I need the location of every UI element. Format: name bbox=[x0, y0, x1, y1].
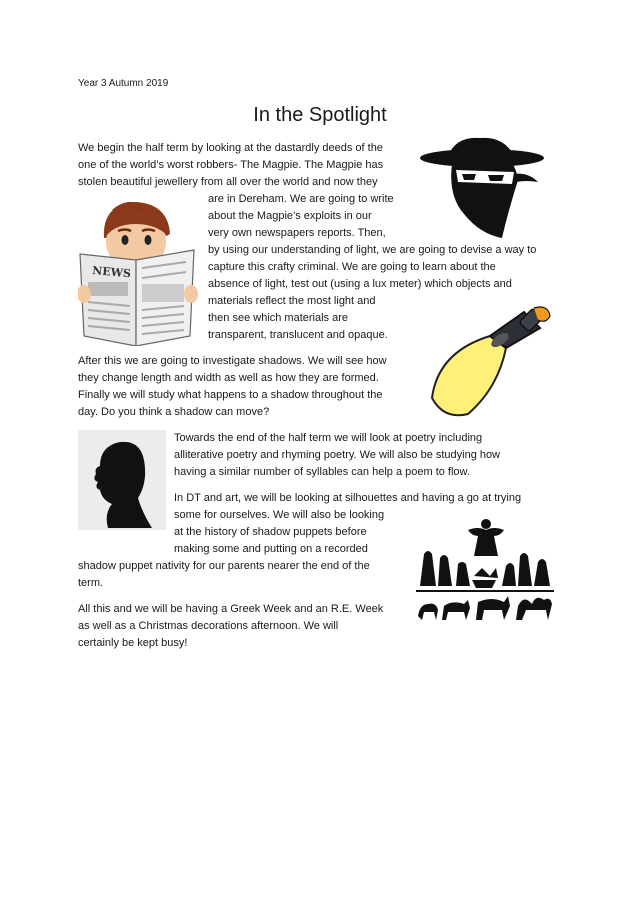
paragraph-4-line: making some and putting on a recorded bbox=[174, 543, 368, 555]
paragraph-2-line: they change length and width as well as how they are formed. bbox=[78, 372, 379, 384]
masked-robber-icon bbox=[418, 134, 550, 242]
paragraph-3-line: having a similar number of syllables can help a poem to flow. bbox=[174, 466, 470, 478]
paragraph-1-line: one of the world’s worst robbers- The Magpie. The Magpie has bbox=[78, 159, 384, 171]
paragraph-1-line: stolen beautiful jewellery from all over the world and now they bbox=[78, 176, 378, 188]
paragraph-1-line: about the Magpie’s exploits in our bbox=[208, 210, 372, 222]
page-title: In the Spotlight bbox=[253, 104, 387, 126]
paragraph-1-line: are in Dereham. We are going to write bbox=[208, 193, 394, 205]
flashlight-icon bbox=[428, 306, 554, 420]
paragraph-3-line: Towards the end of the half term we will look at poetry including bbox=[174, 432, 483, 444]
paragraph-1-line: very own newspapers reports. Then, bbox=[208, 227, 386, 239]
paragraph-4-line: shadow puppet nativity for our parents nearer the end of the bbox=[78, 560, 370, 572]
paragraph-2-line: After this we are going to investigate shadows. We will see how bbox=[78, 355, 387, 367]
paragraph-1-line: capture this crafty criminal. We are going to learn about the bbox=[208, 261, 496, 273]
paragraph-5-line: All this and we will be having a Greek Week and an R.E. Week bbox=[78, 603, 384, 615]
newspaper-masthead: NEWS bbox=[91, 264, 132, 281]
paragraph-3-line: alliterative poetry and rhyming poetry. We will also be studying how bbox=[174, 449, 501, 461]
paragraph-2-line: Finally we will study what happens to a shadow throughout the bbox=[78, 389, 383, 401]
paragraph-4-line: In DT and art, we will be looking at silhouettes and having a go at trying bbox=[174, 492, 522, 504]
paragraph-1-line: absence of light, test out (using a lux meter) which objects and bbox=[208, 278, 512, 290]
paragraph-1-line: transparent, translucent and opaque. bbox=[208, 329, 388, 341]
paragraph-4-line: at the history of shadow puppets before bbox=[174, 526, 367, 538]
paragraph-4-line: some for ourselves. We will also be looking bbox=[174, 509, 385, 521]
paragraph-2-line: day. Do you think a shadow can move? bbox=[78, 406, 270, 418]
paragraph-4-line: term. bbox=[78, 577, 104, 589]
newspaper-reader-icon bbox=[78, 198, 198, 346]
paragraph-1-line: materials reflect the most light and bbox=[208, 295, 376, 307]
paragraph-1-line: We begin the half term by looking at the dastardly deeds of the bbox=[78, 142, 383, 154]
paragraph-1-line: then see which materials are bbox=[208, 312, 349, 324]
paragraph-1-line: by using our understanding of light, we are going to devise a way to bbox=[208, 244, 537, 256]
nativity-silhouette-icon bbox=[416, 516, 556, 626]
paragraph-5-line: as well as a Christmas decorations afternoon. We will bbox=[78, 620, 339, 632]
paragraph-5-line: certainly be kept busy! bbox=[78, 637, 188, 649]
head-silhouette-icon bbox=[78, 430, 166, 530]
header-year-term: Year 3 Autumn 2019 bbox=[78, 78, 169, 89]
